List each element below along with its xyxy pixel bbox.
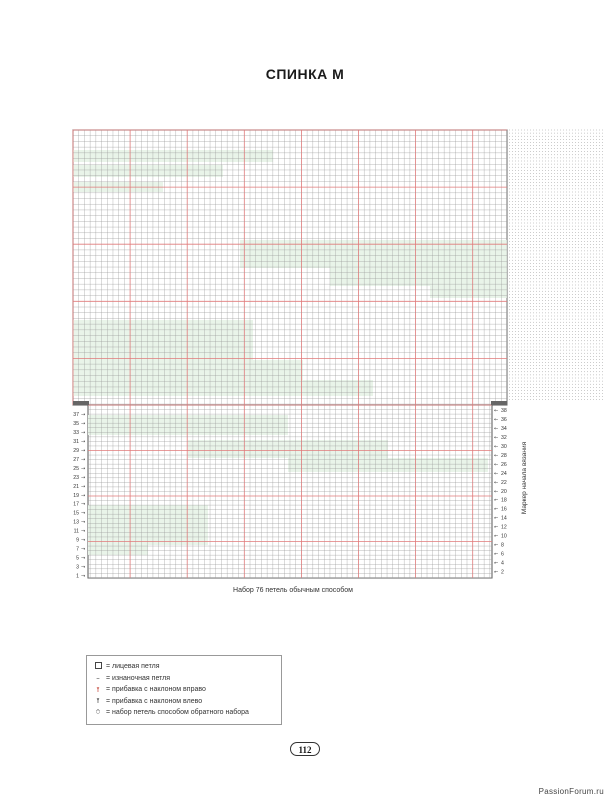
arrow-left-icon: ← [494, 506, 499, 513]
cast-on-symbols [491, 401, 507, 405]
row-label-right: 24 [501, 470, 507, 477]
arrow-left-icon: ← [494, 524, 499, 531]
arrow-right-icon: → [81, 438, 86, 445]
legend-text: = прибавка с наклоном вправо [106, 686, 206, 694]
row-label-left: 13 [73, 519, 79, 526]
legend-text: = изнаночная петля [106, 674, 171, 682]
row-label-right: 8 [501, 542, 504, 549]
arrow-right-icon: → [81, 573, 86, 580]
arrow-left-icon: ← [494, 443, 499, 450]
cast-on-caption: Набор 76 петель обычным способом [233, 587, 353, 594]
arrow-left-icon: ← [494, 515, 499, 522]
row-label-right: 22 [501, 479, 507, 486]
row-label-right: 4 [501, 560, 504, 567]
watermark: PassionForum.ru [538, 787, 604, 796]
arrow-left-icon: ← [494, 408, 499, 414]
arrow-right-icon: → [81, 483, 86, 490]
row-label-left: 25 [73, 465, 79, 472]
increase-left-icon: ߌ [96, 697, 100, 706]
legend [86, 655, 282, 725]
row-label-left: 29 [73, 447, 79, 454]
row-label-right: 30 [501, 443, 507, 450]
arrow-right-icon: → [81, 429, 86, 436]
arrow-left-icon: ← [494, 479, 499, 486]
arrow-right-icon: → [81, 420, 86, 427]
arrow-right-icon: → [81, 465, 86, 472]
cast-on-symbols [73, 401, 89, 405]
arrow-left-icon: ← [494, 425, 499, 432]
arrow-left-icon: ← [494, 488, 499, 495]
arrow-left-icon: ← [494, 551, 499, 558]
row-label-left: 31 [73, 438, 79, 445]
arrow-left-icon: ← [494, 533, 499, 540]
page-title: СПИНКА М [265, 66, 345, 82]
arrow-right-icon: → [81, 519, 86, 526]
legend-item-cast-on [93, 707, 275, 719]
purl-band [73, 150, 273, 162]
row-label-left: 1 [76, 573, 79, 580]
arrow-right-icon: → [81, 564, 86, 571]
row-label-right: 26 [501, 461, 507, 468]
row-label-left: 7 [76, 546, 79, 553]
purl-band [73, 165, 223, 177]
arrow-left-icon: ← [494, 569, 499, 576]
row-label-left: 37 [73, 412, 79, 418]
square-icon [93, 662, 103, 671]
increase-right-icon: ߌ [96, 685, 100, 694]
row-label-left: 27 [73, 456, 79, 463]
row-label-right: 36 [501, 416, 507, 423]
legend-text: = лицевая петля [106, 663, 160, 671]
row-label-left: 23 [73, 474, 79, 481]
arrow-right-icon: → [81, 537, 86, 544]
purl-band [73, 320, 253, 360]
row-label-left: 9 [76, 537, 79, 544]
purl-band [288, 458, 488, 472]
row-label-right: 34 [501, 425, 507, 432]
row-label-left: 21 [73, 483, 79, 490]
legend-item-increase-left [93, 696, 275, 708]
arrow-left-icon: ← [494, 461, 499, 468]
row-label-right: 38 [501, 408, 507, 414]
cast-on-icon: ⍥ [95, 708, 101, 717]
arrow-right-icon: → [81, 456, 86, 463]
legend-text: = набор петель способом обратного набора [106, 709, 249, 717]
arrow-right-icon: → [81, 555, 86, 562]
row-label-right: 16 [501, 506, 507, 513]
arrow-left-icon: ← [494, 497, 499, 504]
arrow-left-icon: ← [494, 560, 499, 567]
row-label-right: 20 [501, 488, 507, 495]
row-label-left: 5 [76, 555, 79, 562]
arrow-left-icon: ← [494, 416, 499, 423]
start-marker-label: Маркер начала вязания [521, 441, 528, 515]
legend-item-increase-right [93, 684, 275, 696]
arrow-right-icon: → [81, 546, 86, 553]
arrow-right-icon: → [81, 501, 86, 508]
row-label-left: 19 [73, 492, 79, 499]
arrow-right-icon: → [81, 528, 86, 535]
purl-band [73, 380, 373, 396]
purl-band [188, 440, 388, 458]
arrow-left-icon: ← [494, 452, 499, 459]
row-label-right: 10 [501, 533, 507, 540]
purl-band [88, 545, 148, 555]
purl-band [330, 268, 507, 286]
arrow-left-icon: ← [494, 470, 499, 477]
row-label-left: 11 [73, 528, 79, 535]
row-label-right: 12 [501, 524, 507, 531]
row-label-left: 15 [73, 510, 79, 517]
row-label-right: 28 [501, 452, 507, 459]
row-label-right: 2 [501, 569, 504, 576]
row-label-left: 17 [73, 501, 79, 508]
arrow-right-icon: → [81, 492, 86, 499]
arrow-right-icon: → [81, 412, 86, 418]
row-label-right: 14 [501, 515, 507, 522]
page-number: 112 [290, 742, 320, 756]
arrow-left-icon: ← [494, 542, 499, 549]
arrow-left-icon: ← [494, 434, 499, 441]
arrow-right-icon: → [81, 510, 86, 517]
legend-item-knit [93, 661, 275, 673]
arrow-right-icon: → [81, 447, 86, 454]
legend-text: = прибавка с наклоном влево [106, 697, 203, 705]
dash-icon: – [96, 674, 100, 683]
row-label-right: 32 [501, 434, 507, 441]
purl-band [88, 415, 288, 435]
row-label-right: 6 [501, 551, 504, 558]
arrow-right-icon: → [81, 474, 86, 481]
row-label-left: 3 [76, 564, 79, 571]
legend-item-purl [93, 673, 275, 685]
purl-band [88, 505, 208, 545]
row-label-right: 18 [501, 497, 507, 504]
row-label-left: 35 [73, 420, 79, 427]
row-label-left: 33 [73, 429, 79, 436]
